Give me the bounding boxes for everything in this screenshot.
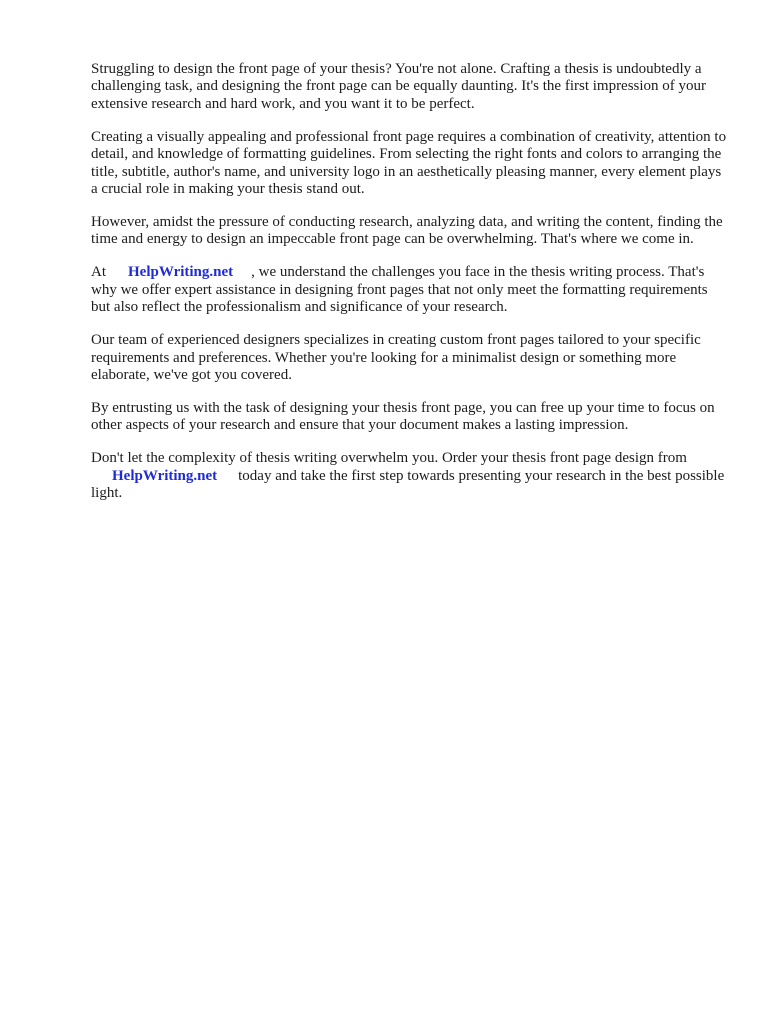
paragraph-about-service	[91, 264, 728, 316]
paragraph-pressure: However, amidst the pressure of conducting research, analyzing data, and writing the content, finding the time and energy to design an impeccable front page can be overwhelming. That's where we come in.	[91, 214, 723, 248]
paragraph-design-requirements: Creating a visually appealing and professional front page requires a combination of creativity, attention to detail, and knowledge of formatting guidelines. From selecting the right fonts and colors to arranging the title, subtitle, author's name, and university logo in an aesthetically pleasing manner, every element plays a crucial role in making your thesis stand out.	[91, 128, 727, 198]
paragraph-team: Our team of experienced designers specializes in creating custom front pages tailored to your specific requirements and preferences. Whether you're looking for a minimalist design or something more elaborate, we've got you covered.	[91, 332, 701, 384]
helpwriting-link[interactable]: HelpWriting.net	[128, 264, 234, 281]
paragraph-intro: Struggling to design the front page of your thesis? You're not alone. Crafting a thesis is undoubtedly a challenging task, and designing the front page can be equally daunting. It's the first impression of your extensive research and hard work, and you want it to be perfect.	[91, 61, 707, 112]
paragraph-cta-suffix: today and take the first step towards presenting your research in the best possible light.	[91, 467, 725, 502]
paragraph-entrusting: By entrusting us with the task of designing your thesis front page, you can free up your time to focus on other aspects of your research and ensure that your document makes a lasting impression.	[91, 400, 715, 434]
paragraph-about-prefix: At	[91, 264, 106, 281]
paragraph-about-suffix: , we understand the challenges you face in the thesis writing process. That's why we offer expert assistance in designing front pages that not only meet the formatting requirements but also reflect the professionalism and significance of your research.	[91, 264, 708, 316]
paragraph-cta-prefix: Don't let the complexity of thesis writing overwhelm you. Order your thesis front page design from	[91, 450, 687, 467]
paragraph-call-to-action	[91, 450, 728, 502]
helpwriting-cta-link[interactable]: HelpWriting.net	[112, 467, 218, 484]
